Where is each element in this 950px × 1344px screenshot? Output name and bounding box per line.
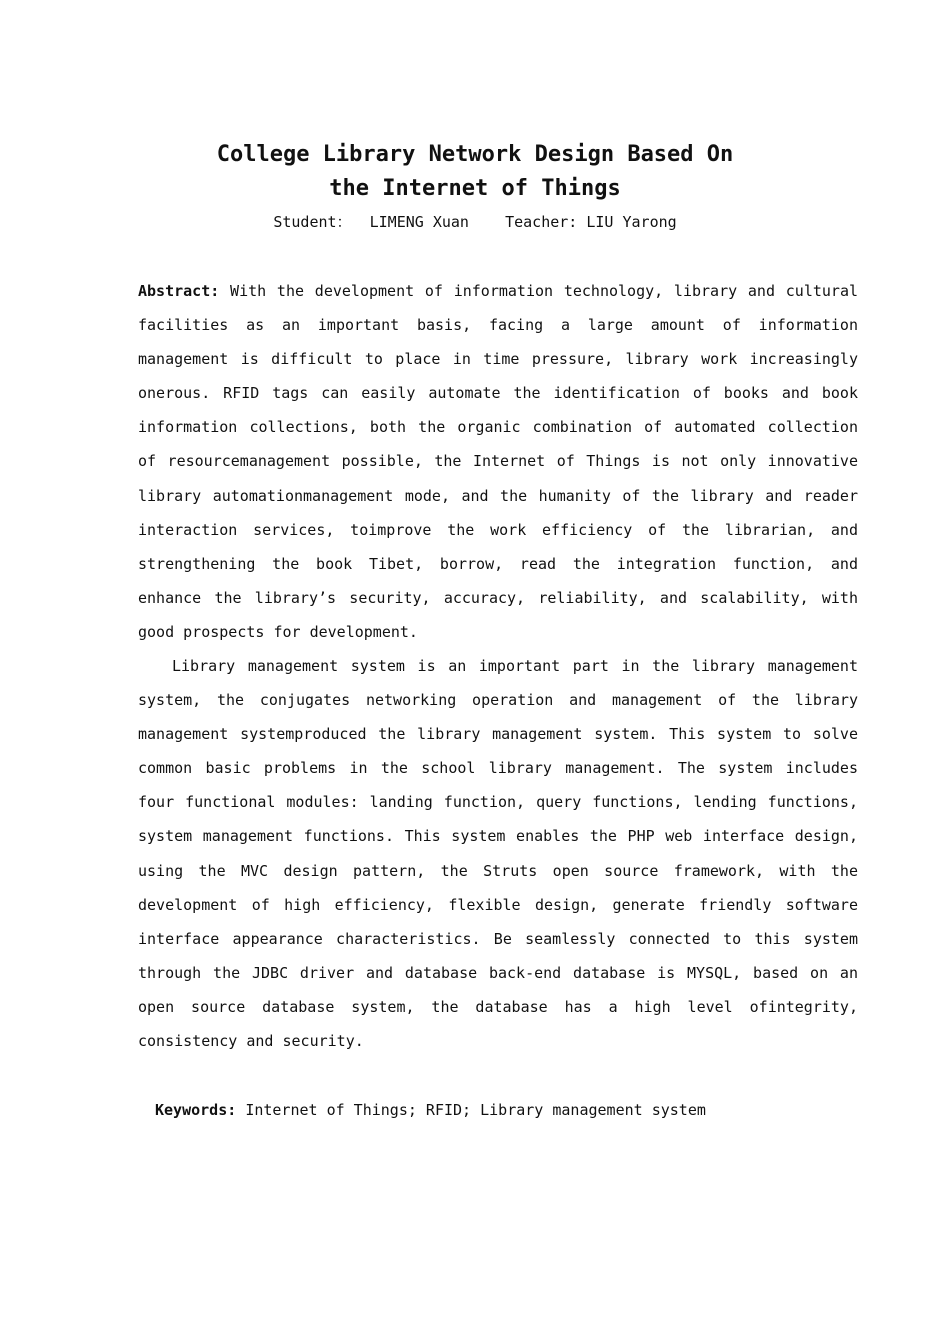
author-byline xyxy=(0,211,950,233)
abstract-paragraph-2 xyxy=(138,649,858,1058)
teacher-name: LIU Yarong xyxy=(586,213,677,231)
paper-title-line-2: the Internet of Things xyxy=(329,176,621,201)
student-label: Student： xyxy=(273,213,352,231)
keywords-line xyxy=(155,1093,706,1127)
abstract-label: Abstract: xyxy=(138,282,220,300)
paper-title-line-1: College Library Network Design Based On xyxy=(216,142,734,167)
teacher-label: Teacher: xyxy=(505,213,578,231)
keywords-text: Internet of Things; RFID; Library management system xyxy=(245,1101,706,1119)
keywords-label: Keywords: xyxy=(155,1101,237,1119)
abstract-text-2: Library management system is an important part in the library management system, the conjugates networking operation and management of the library management systemproduced the library management system. This system to solve common basic problems in the school library management. The system includes four functional modules: landing function, query functions, lending functions, system management functions. This system enables the PHP web interface design, using the MVC design pattern, the Struts open source framework, with the development of high efficiency, flexible design, generate friendly software interface appearance characteristics. Be seamlessly connected to this system through the JDBC driver and database back-end database is MYSQL, based on an open source database system, the database has a high level ofintegrity, consistency and security. xyxy=(138,657,858,1051)
abstract-text-1: With the development of information technology, library and cultural facilities as an important basis, facing a large amount of information management is difficult to place in time pressure, library work increasingly onerous. RFID tags can easily automate the identification of books and book information collections, both the organic combination of automated collection of resourcemanagement possible, the Internet of Things is not only innovative library automationmanagement mode, and the humanity of the library and reader interaction services, toimprove the work efficiency of the librarian, and strengthening the book Tibet, borrow, read the integration function, and enhance the library’s security, accuracy, reliability, and scalability, with good prospects for development. xyxy=(138,282,858,641)
abstract-paragraph-1 xyxy=(138,274,858,649)
student-name: LIMENG Xuan xyxy=(369,213,469,231)
